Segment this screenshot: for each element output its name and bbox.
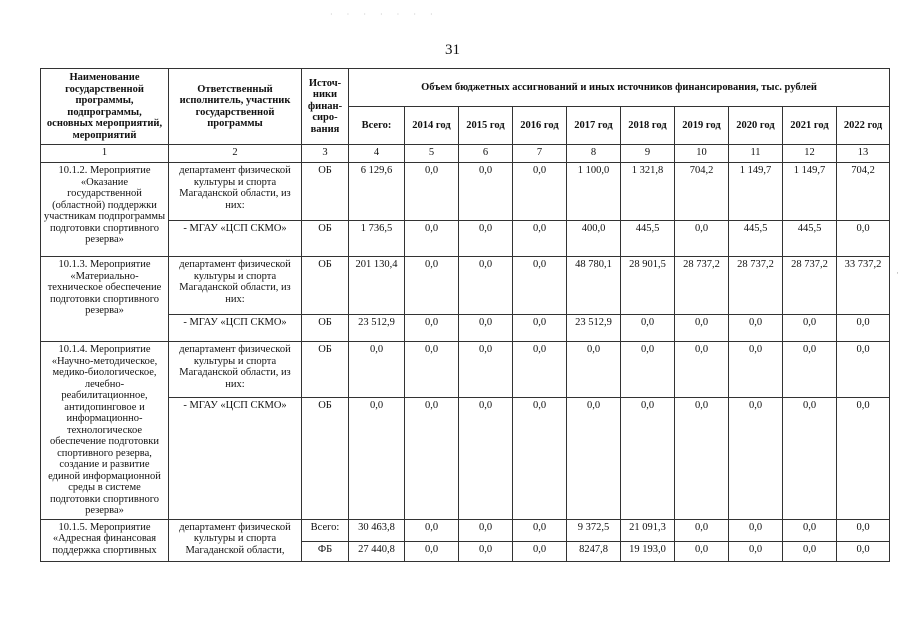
- header-executor: Ответственный исполнитель, участник государственной программы: [169, 69, 302, 145]
- value-cell: 0,0: [837, 315, 890, 342]
- source-cell: Всего:: [302, 519, 349, 541]
- value-cell: 28 737,2: [675, 257, 729, 315]
- index-cell: 13: [837, 145, 890, 163]
- value-cell: 1 736,5: [349, 221, 405, 257]
- value-cell: 21 091,3: [621, 519, 675, 541]
- value-cell: 0,0: [675, 342, 729, 398]
- value-cell: 0,0: [459, 257, 513, 315]
- value-cell: 0,0: [729, 519, 783, 541]
- value-cell: 0,0: [513, 519, 567, 541]
- value-cell: 8247,8: [567, 541, 621, 561]
- activity-name: 10.1.2. Мероприятие «Оказание государственной (областной) поддержки участникам подпрограммы подготовки спортивного резерва»: [41, 163, 169, 257]
- index-cell: 3: [302, 145, 349, 163]
- table-row: [41, 398, 890, 519]
- value-cell: 0,0: [459, 315, 513, 342]
- header-year: 2019 год: [675, 107, 729, 145]
- value-cell: 0,0: [405, 221, 459, 257]
- scan-noise: · · · · · · ·: [330, 10, 439, 19]
- value-cell: 201 130,4: [349, 257, 405, 315]
- table-row: [41, 257, 890, 315]
- value-cell: 30 463,8: [349, 519, 405, 541]
- value-cell: 28 737,2: [729, 257, 783, 315]
- value-cell: 0,0: [729, 342, 783, 398]
- table-row: [41, 342, 890, 398]
- value-cell: 0,0: [513, 398, 567, 519]
- executor-cell: департамент физической культуры и спорта Магаданской области, из них:: [169, 257, 302, 315]
- value-cell: 0,0: [567, 342, 621, 398]
- value-cell: 19 193,0: [621, 541, 675, 561]
- value-cell: 0,0: [405, 519, 459, 541]
- value-cell: 0,0: [675, 519, 729, 541]
- value-cell: 0,0: [459, 398, 513, 519]
- source-cell: ОБ: [302, 221, 349, 257]
- executor-cell: департамент физической культуры и спорта Магаданской области,: [169, 519, 302, 561]
- value-cell: 0,0: [459, 163, 513, 221]
- value-cell: 1 149,7: [729, 163, 783, 221]
- header-volume: Объем бюджетных ассигнований и иных источников финансирования, тыс. рублей: [349, 69, 890, 107]
- value-cell: 0,0: [405, 342, 459, 398]
- value-cell: 0,0: [675, 315, 729, 342]
- index-cell: 10: [675, 145, 729, 163]
- header-year: 2017 год: [567, 107, 621, 145]
- value-cell: 0,0: [729, 541, 783, 561]
- header-total: Всего:: [349, 107, 405, 145]
- index-cell: 5: [405, 145, 459, 163]
- source-cell: ФБ: [302, 541, 349, 561]
- value-cell: 0,0: [621, 315, 675, 342]
- value-cell: 0,0: [675, 221, 729, 257]
- value-cell: 445,5: [783, 221, 837, 257]
- value-cell: 0,0: [405, 163, 459, 221]
- value-cell: 0,0: [837, 541, 890, 561]
- page-number: 31: [445, 42, 460, 58]
- value-cell: 0,0: [349, 398, 405, 519]
- value-cell: 400,0: [567, 221, 621, 257]
- value-cell: 0,0: [837, 342, 890, 398]
- value-cell: 445,5: [621, 221, 675, 257]
- executor-cell: департамент физической культуры и спорта Магаданской области, из них:: [169, 342, 302, 398]
- executor-cell: - МГАУ «ЦСП СКМО»: [169, 315, 302, 342]
- value-cell: 23 512,9: [567, 315, 621, 342]
- value-cell: 1 100,0: [567, 163, 621, 221]
- value-cell: 0,0: [621, 342, 675, 398]
- header-year: 2016 год: [513, 107, 567, 145]
- value-cell: 1 149,7: [783, 163, 837, 221]
- value-cell: 0,0: [459, 519, 513, 541]
- header-name: Наименование государственной программы, подпрограммы, основных мероприятий, мероприятий: [41, 69, 169, 145]
- value-cell: 0,0: [349, 342, 405, 398]
- value-cell: 0,0: [567, 398, 621, 519]
- value-cell: 23 512,9: [349, 315, 405, 342]
- value-cell: 0,0: [837, 221, 890, 257]
- value-cell: 0,0: [837, 398, 890, 519]
- table-row: [41, 221, 890, 257]
- value-cell: 0,0: [783, 315, 837, 342]
- activity-name: 10.1.4. Мероприятие «Научно-методическое, медико-биологическое, лечебно-реабилитационное, антидопинговое и информационно-технологическое обеспечение подготовки спортивного резерва, создание и развитие единой информационной среды в системе подготовки спортивного резерва»: [41, 342, 169, 520]
- index-cell: 11: [729, 145, 783, 163]
- table-row: [41, 315, 890, 342]
- header-source: Источ-ники финан-сиро-вания: [302, 69, 349, 145]
- value-cell: 27 440,8: [349, 541, 405, 561]
- header-year: 2020 год: [729, 107, 783, 145]
- source-cell: ОБ: [302, 342, 349, 398]
- value-cell: 48 780,1: [567, 257, 621, 315]
- index-cell: 9: [621, 145, 675, 163]
- value-cell: 0,0: [513, 257, 567, 315]
- value-cell: 0,0: [405, 398, 459, 519]
- table-row: [41, 163, 890, 221]
- header-year: 2015 год: [459, 107, 513, 145]
- value-cell: 28 737,2: [783, 257, 837, 315]
- value-cell: 0,0: [459, 541, 513, 561]
- activity-name: 10.1.3. Мероприятие «Материально-техническое обеспечение подготовки спортивного резерва»: [41, 257, 169, 342]
- value-cell: 0,0: [513, 315, 567, 342]
- value-cell: 1 321,8: [621, 163, 675, 221]
- index-cell: 8: [567, 145, 621, 163]
- value-cell: 9 372,5: [567, 519, 621, 541]
- header-year: 2014 год: [405, 107, 459, 145]
- value-cell: 704,2: [837, 163, 890, 221]
- value-cell: 0,0: [459, 221, 513, 257]
- value-cell: 0,0: [513, 163, 567, 221]
- scan-mark: ·: [896, 268, 899, 278]
- value-cell: 0,0: [675, 398, 729, 519]
- source-cell: ОБ: [302, 257, 349, 315]
- value-cell: 6 129,6: [349, 163, 405, 221]
- activity-name: 10.1.5. Мероприятие «Адресная финансовая поддержка спортивных: [41, 519, 169, 561]
- index-cell: 4: [349, 145, 405, 163]
- value-cell: 0,0: [783, 519, 837, 541]
- value-cell: 0,0: [405, 257, 459, 315]
- executor-cell: - МГАУ «ЦСП СКМО»: [169, 221, 302, 257]
- value-cell: 0,0: [783, 541, 837, 561]
- value-cell: 0,0: [729, 398, 783, 519]
- header-year: 2018 год: [621, 107, 675, 145]
- index-row: [41, 145, 890, 163]
- value-cell: 0,0: [675, 541, 729, 561]
- value-cell: 0,0: [405, 315, 459, 342]
- value-cell: 0,0: [513, 342, 567, 398]
- value-cell: 0,0: [621, 398, 675, 519]
- value-cell: 0,0: [513, 221, 567, 257]
- value-cell: 0,0: [837, 519, 890, 541]
- source-cell: ОБ: [302, 163, 349, 221]
- table-row: [41, 519, 890, 541]
- value-cell: 0,0: [783, 342, 837, 398]
- source-cell: ОБ: [302, 398, 349, 519]
- value-cell: 0,0: [729, 315, 783, 342]
- value-cell: 445,5: [729, 221, 783, 257]
- value-cell: 0,0: [783, 398, 837, 519]
- budget-table: [40, 68, 890, 562]
- value-cell: 0,0: [459, 342, 513, 398]
- value-cell: 0,0: [405, 541, 459, 561]
- index-cell: 1: [41, 145, 169, 163]
- source-cell: ОБ: [302, 315, 349, 342]
- executor-cell: департамент физической культуры и спорта Магаданской области, из них:: [169, 163, 302, 221]
- value-cell: 28 901,5: [621, 257, 675, 315]
- header-year: 2022 год: [837, 107, 890, 145]
- header-year: 2021 год: [783, 107, 837, 145]
- index-cell: 7: [513, 145, 567, 163]
- value-cell: 0,0: [513, 541, 567, 561]
- index-cell: 2: [169, 145, 302, 163]
- executor-cell: - МГАУ «ЦСП СКМО»: [169, 398, 302, 519]
- index-cell: 12: [783, 145, 837, 163]
- value-cell: 33 737,2: [837, 257, 890, 315]
- index-cell: 6: [459, 145, 513, 163]
- value-cell: 704,2: [675, 163, 729, 221]
